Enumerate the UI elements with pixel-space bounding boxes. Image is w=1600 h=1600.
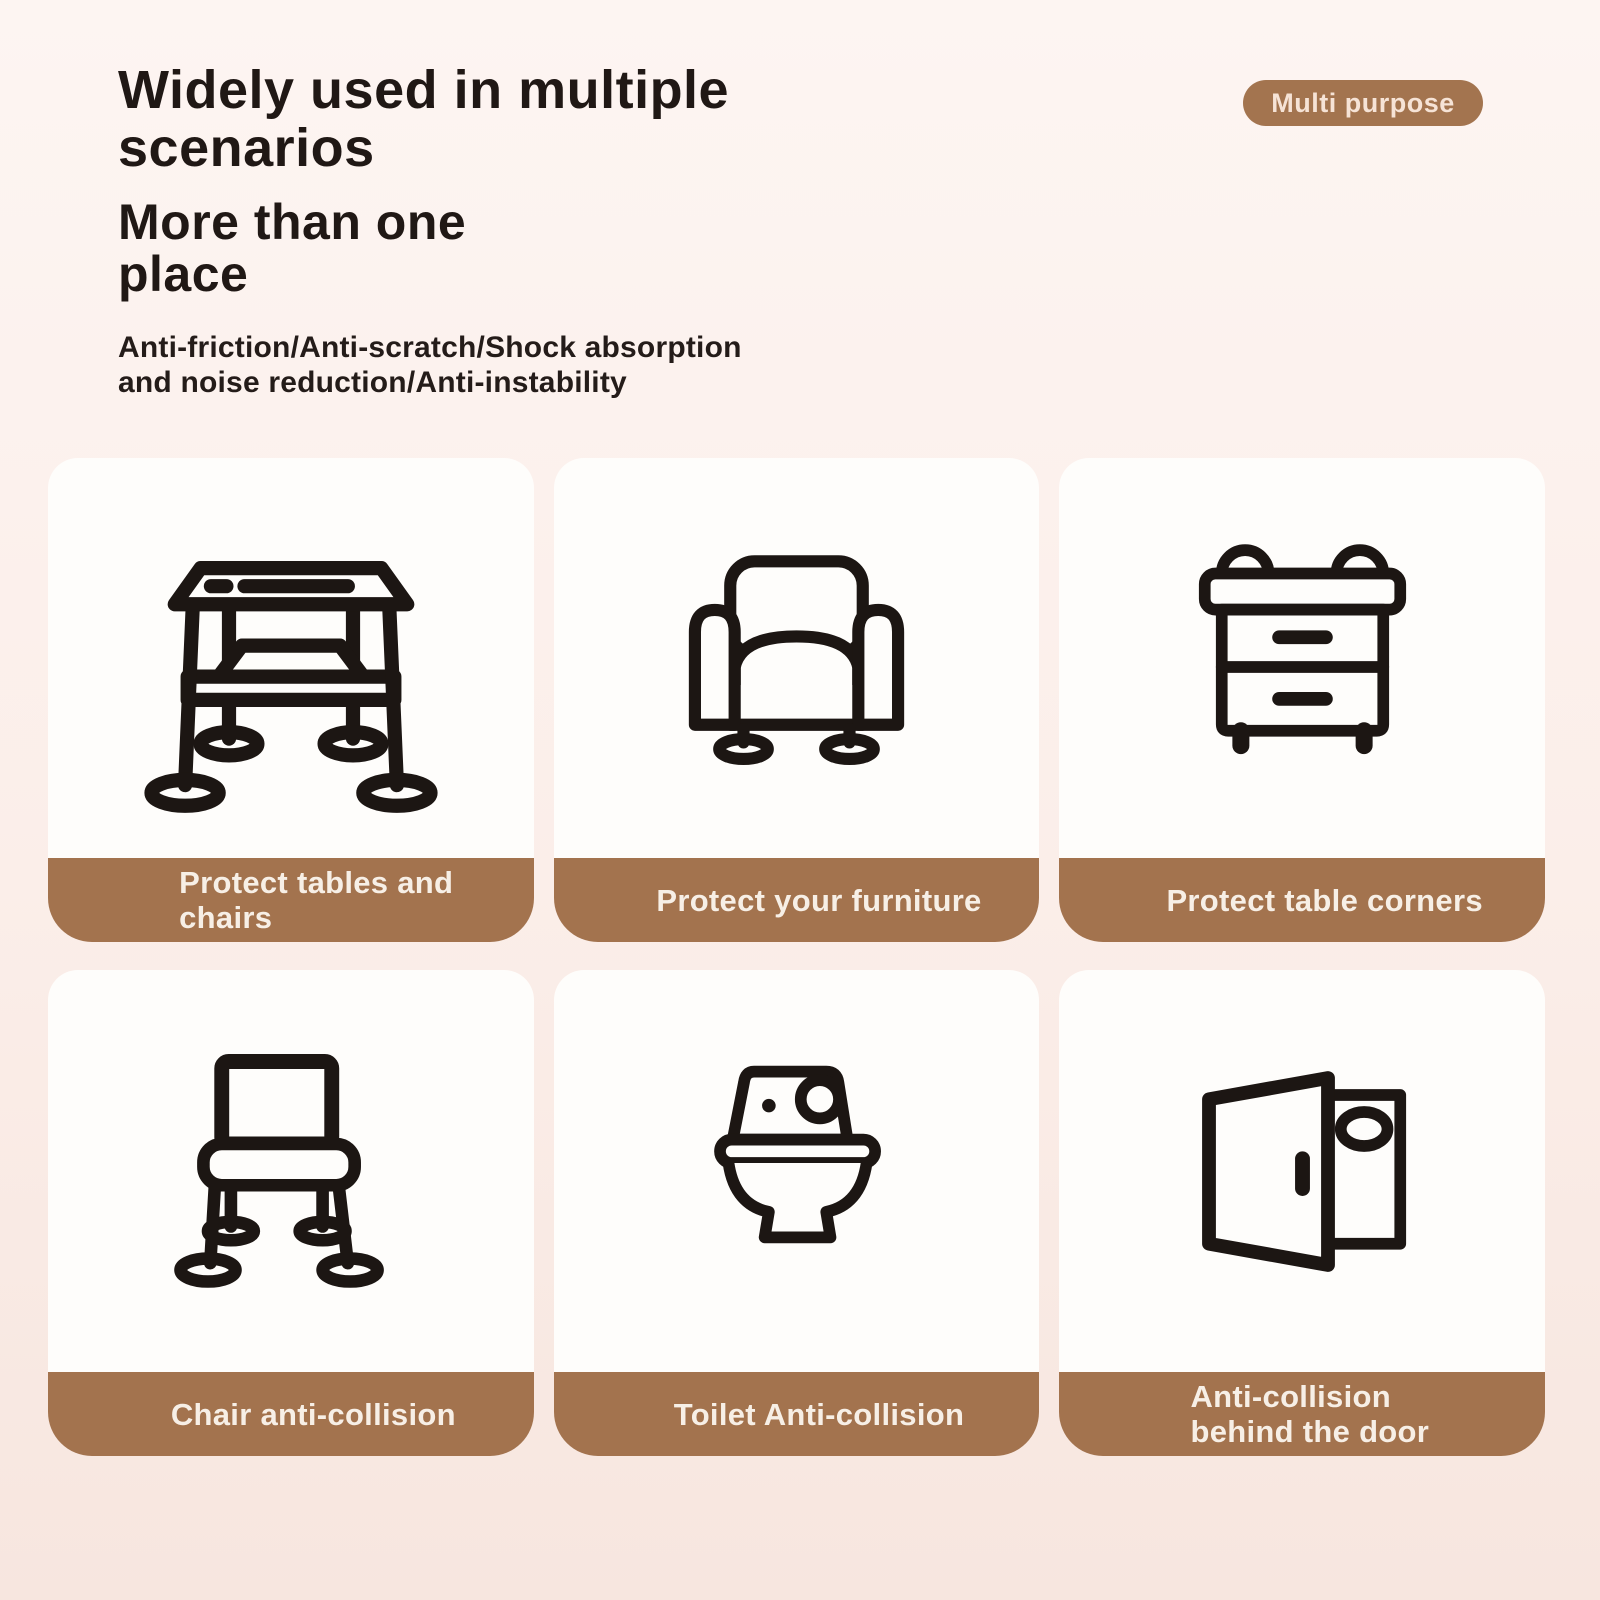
badge-label: Multi purpose — [1271, 87, 1455, 118]
subtitle-line-1: More than one — [118, 193, 467, 250]
card-chair-anticollision — [48, 970, 534, 1456]
card-icon-area — [554, 970, 1040, 1372]
card-label-bar — [1059, 1372, 1545, 1456]
card-label: Toilet Anti-collision — [673, 1396, 965, 1432]
title-line-2: scenarios — [118, 117, 375, 178]
card-label: Protect tables and — [179, 865, 454, 900]
door-icon — [1175, 1044, 1430, 1299]
description-line-1: Anti-friction/Anti-scratch/Shock absorption — [118, 330, 742, 364]
card-label-bar — [1059, 858, 1545, 942]
card-protect-tables — [48, 458, 534, 942]
card-icon-area — [554, 458, 1040, 858]
card-protect-furniture — [554, 458, 1040, 942]
chair-icon — [153, 1034, 428, 1309]
page-title — [118, 62, 1018, 178]
scenario-card-grid — [48, 458, 1545, 1456]
card-label: Protect your furniture — [656, 882, 982, 918]
card-icon-area — [48, 458, 534, 858]
card-label: chairs — [179, 900, 273, 935]
table-icon — [136, 519, 446, 829]
card-icon-area — [1059, 970, 1545, 1372]
sofa-icon — [664, 526, 929, 791]
subtitle-line-2: place — [118, 245, 249, 302]
page-subtitle — [118, 193, 1018, 302]
header — [118, 62, 1018, 400]
card-label: behind the door — [1190, 1414, 1430, 1449]
card-label-bar — [554, 1372, 1040, 1456]
multi-purpose-badge — [1243, 80, 1483, 126]
card-icon-area — [48, 970, 534, 1372]
card-label-bar — [554, 858, 1040, 942]
card-door-anticollision — [1059, 970, 1545, 1456]
card-protect-corners — [1059, 458, 1545, 942]
cabinet-icon — [1175, 531, 1430, 786]
description-line-2: and noise reduction/Anti-instability — [118, 365, 627, 399]
title-line-1: Widely used in multiple — [118, 60, 730, 120]
card-label: Chair anti-collision — [170, 1396, 456, 1432]
card-label: Protect table corners — [1166, 882, 1483, 918]
card-label-bar — [48, 858, 534, 942]
card-toilet-anticollision — [554, 970, 1040, 1456]
feature-description — [118, 330, 1018, 401]
card-label-bar — [48, 1372, 534, 1456]
toilet-icon — [669, 1044, 924, 1299]
card-icon-area — [1059, 458, 1545, 858]
card-label: Anti-collision — [1190, 1379, 1391, 1414]
